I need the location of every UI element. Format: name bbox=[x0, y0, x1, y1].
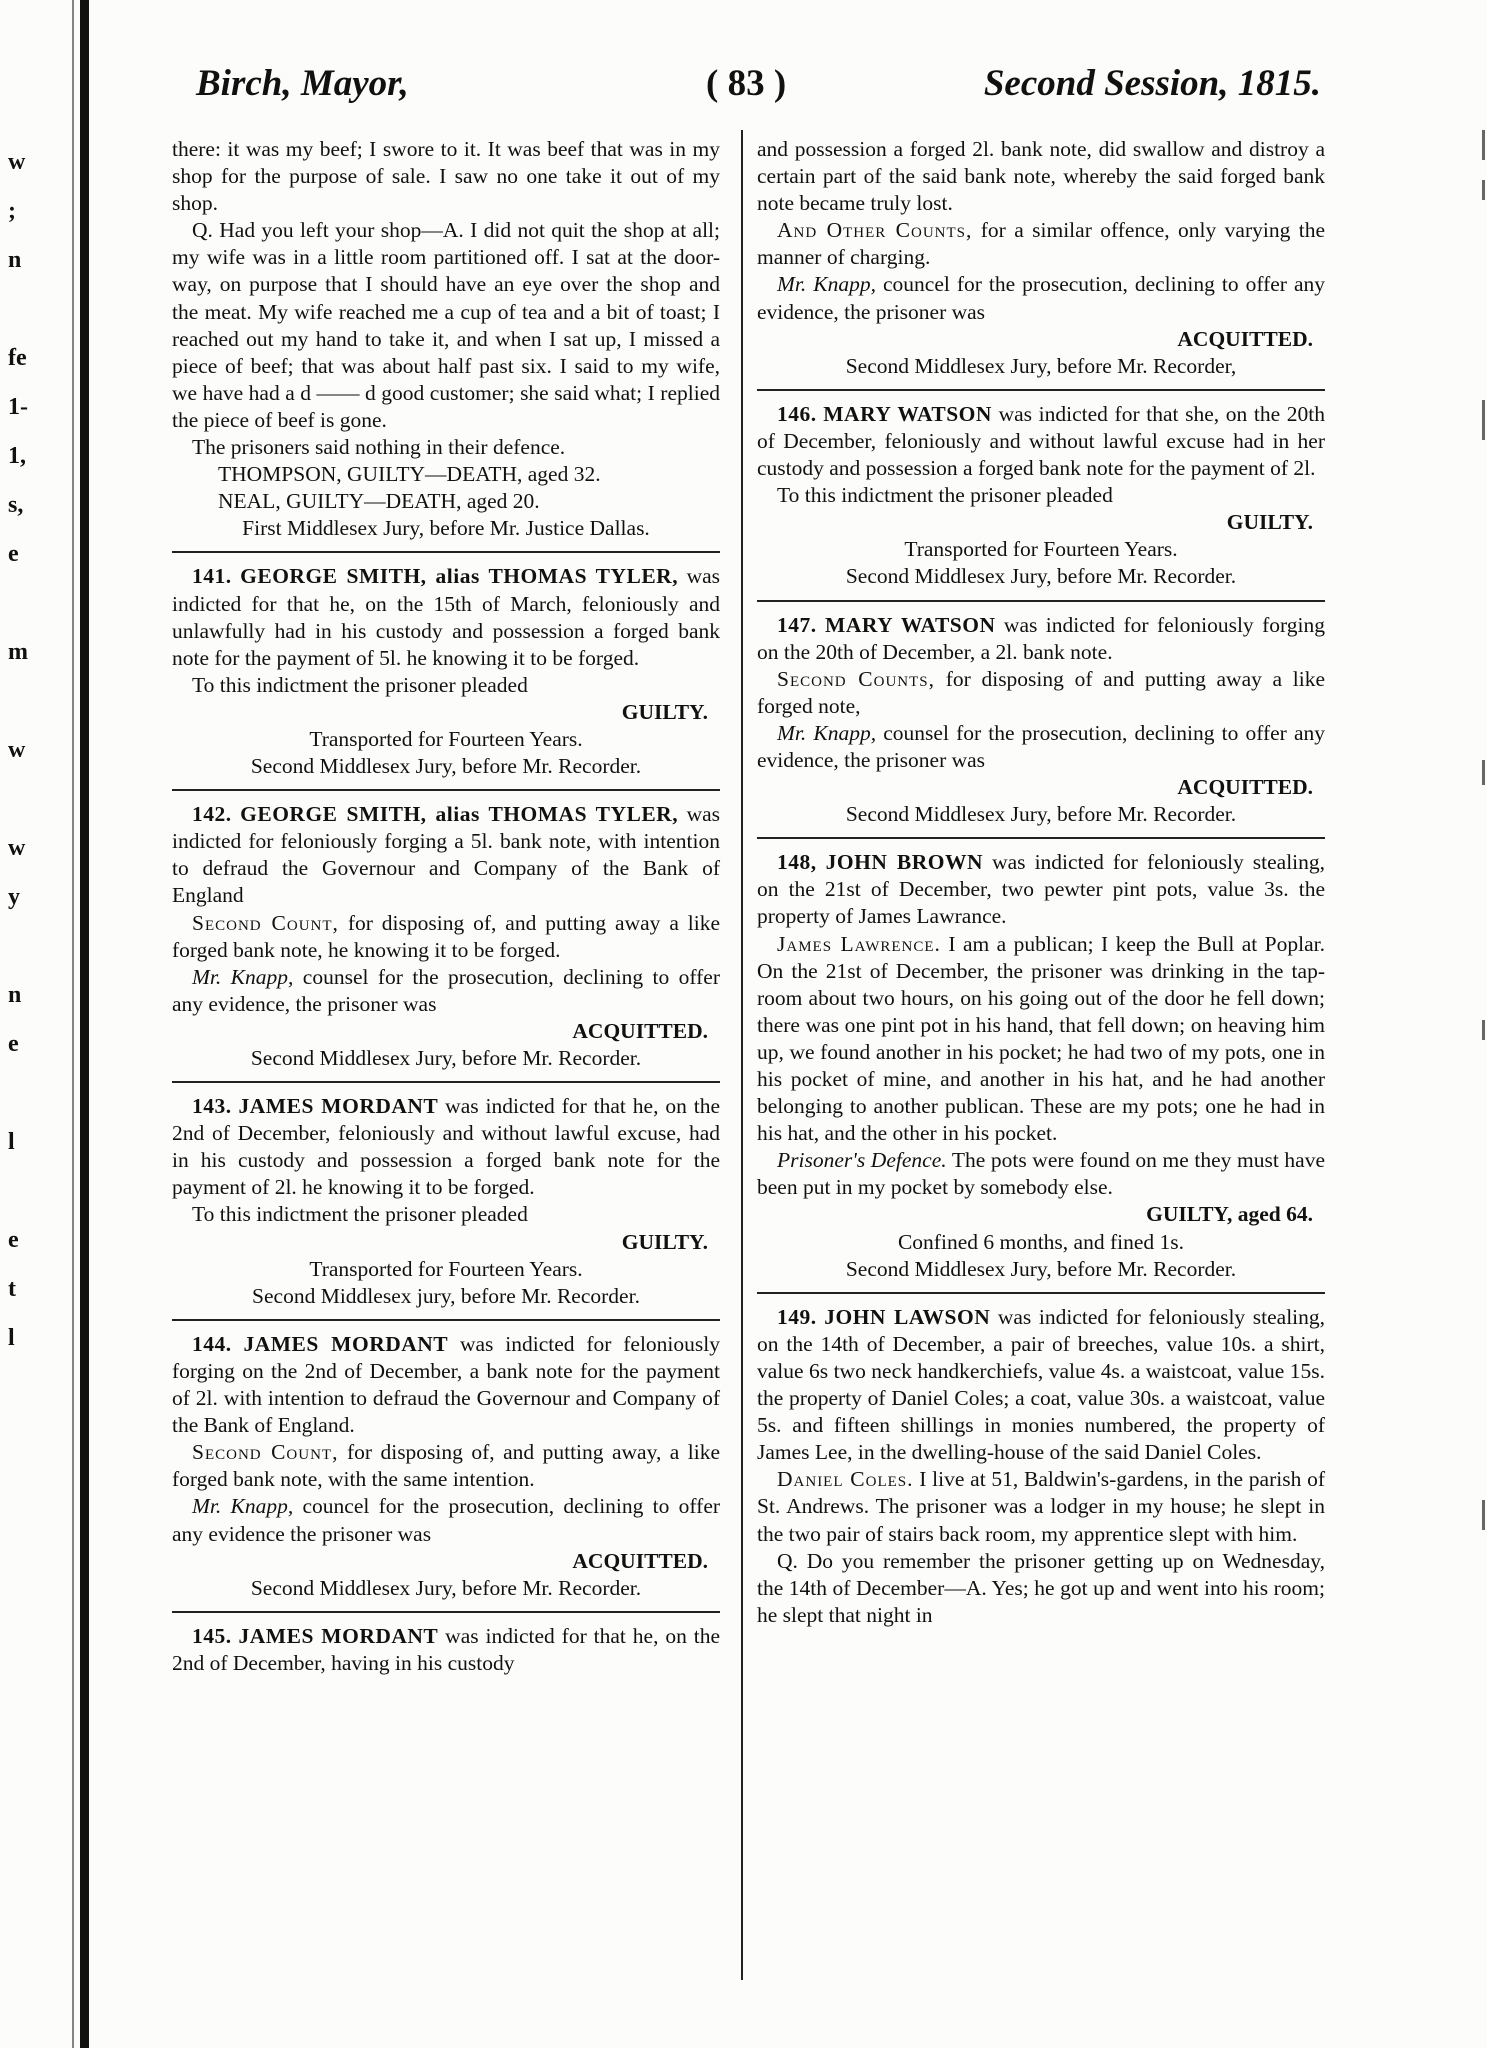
case-number: 148, bbox=[777, 850, 817, 875]
indictment-text: was indicted for feloniously forging a 5l. bank note, with intention to defraud the Governour and Company of the Bank of England bbox=[172, 802, 721, 908]
case-145 bbox=[172, 1623, 720, 1677]
margin-fragment bbox=[8, 777, 48, 826]
prisoner-name: GEORGE SMITH, alias THOMAS TYLER, bbox=[240, 802, 679, 827]
plea-text: To this indictment the prisoner pleaded bbox=[777, 483, 1113, 508]
verdict: GUILTY. bbox=[1226, 510, 1313, 535]
indictment-text: was indicted for feloniously forging on the 20th of December, a 2l. bank note. bbox=[757, 612, 1326, 664]
verdict: GUILTY, aged 64. bbox=[1146, 1202, 1313, 1227]
count-text: for disposing of, and putting away a like forged bank note, he knowing it to be forged. bbox=[172, 910, 720, 962]
margin-fragment: l bbox=[8, 1325, 15, 1351]
section-rule bbox=[757, 389, 1325, 391]
continuation-text: and possession a forged 2l. bank note, did swallow and distroy a certain part of the said bank note, whereby the said forged bank note became truly lost. bbox=[757, 137, 1325, 216]
verdict: ACQUITTED. bbox=[1177, 326, 1313, 351]
counsel-name: Mr. Knapp, bbox=[777, 272, 876, 297]
margin-fragment: w bbox=[8, 835, 26, 861]
witness-testimony: I live at 51, Baldwin's-gardens, in the parish of St. Andrews. The prisoner was a lodger in my house; he slept in the two pair of stairs back room, my apprentice slept with him. bbox=[757, 1467, 1326, 1546]
question-answer: Q. Do you remember the prisoner getting up on Wednesday, the 14th of December—A. Yes; he got up and went into his room; he slept that night in bbox=[757, 1548, 1325, 1627]
page-header bbox=[196, 62, 1321, 112]
verdict: ACQUITTED. bbox=[572, 1018, 708, 1043]
prisoner-name: GEORGE SMITH, alias THOMAS TYLER, bbox=[240, 564, 679, 589]
section-rule bbox=[172, 789, 720, 791]
margin-fragment: e bbox=[8, 1227, 19, 1253]
indictment-text: was indicted for that he, on the 2nd of December, feloniously and without lawful excuse, had in his custody and possession a forged bank note for the payment of 2l. he knowing it to be forged. bbox=[172, 1094, 721, 1200]
right-column bbox=[757, 136, 1325, 1629]
verdict: GUILTY. bbox=[621, 699, 708, 724]
count-text: for a similar offence, only varying the manner of charging. bbox=[757, 218, 1325, 270]
case-146 bbox=[757, 401, 1325, 591]
sentence: Confined 6 months, and fined 1s. bbox=[897, 1229, 1185, 1254]
jury-line: Second Middlesex jury, before Mr. Recorder. bbox=[252, 1283, 640, 1308]
margin-fragment: e bbox=[8, 1031, 19, 1057]
margin-fragment: t bbox=[8, 1276, 16, 1302]
continuation-text: Q. Had you left your shop—A. I did not quit the shop at all; my wife was in a little room partitioned off. I sat at the door-way, on purpose that I should have an eye over the shop and the meat. My wife reached me a cup of tea and a bit of toast; I reached out my hand to take it, and when I sat up, I missed a piece of beef; that was about half past six. I said to my wife, we have had a d —— d good customer; she said what; I replied the piece of beef is gone. bbox=[172, 218, 720, 432]
section-rule bbox=[172, 1081, 720, 1083]
case-number: 141. bbox=[192, 564, 232, 589]
section-rule bbox=[757, 1292, 1325, 1294]
continuation-text: there: it was my beef; I swore to it. It was beef that was in my shop for the purpose of sale. I saw no one take it out of my shop. bbox=[172, 137, 720, 216]
margin-fragment bbox=[8, 679, 48, 728]
count-label: Second Count, bbox=[192, 1440, 339, 1465]
case-144 bbox=[172, 1331, 720, 1602]
jury-line: Second Middlesex Jury, before Mr. Recorder. bbox=[250, 754, 642, 779]
section-rule bbox=[172, 551, 720, 553]
counsel-text: councel for the prosecution, declining to offer any evidence, the prisoner was bbox=[757, 272, 1325, 324]
count-text: for disposing of, and putting away, a like forged bank note, with the same intention. bbox=[172, 1440, 721, 1492]
prisoner-name: JAMES MORDANT bbox=[243, 1331, 449, 1356]
case-143 bbox=[172, 1093, 720, 1310]
verdict: ACQUITTED. bbox=[1177, 775, 1313, 800]
case-number: 144. bbox=[192, 1331, 232, 1356]
margin-fragment: n bbox=[8, 247, 22, 273]
case-141 bbox=[172, 563, 720, 780]
case-148 bbox=[757, 849, 1325, 1283]
prisoner-name: MARY WATSON bbox=[825, 612, 996, 637]
verdict: GUILTY. bbox=[621, 1229, 708, 1254]
defence-label: Prisoner's Defence. bbox=[777, 1148, 947, 1173]
indictment-text: was indicted for that she, on the 20th of December, feloniously and without lawful excuse had in her custody and possession a forged bank note for the payment of 2l. bbox=[757, 401, 1326, 481]
margin-fragment: n bbox=[8, 982, 22, 1008]
prisoner-name: JOHN BROWN bbox=[825, 850, 984, 875]
margin-fragment: e bbox=[8, 541, 19, 567]
count-label: Second Count, bbox=[192, 910, 339, 935]
margin-fragment: 1- bbox=[8, 394, 28, 420]
margin-fragment: w bbox=[8, 149, 26, 175]
indictment-text: was indicted for that he, on the 2nd of December, having in his custody bbox=[172, 1623, 721, 1675]
witness-name: James Lawrence. bbox=[777, 931, 941, 956]
counsel-text: councel for the prosecution, declining to offer any evidence the prisoner was bbox=[172, 1494, 721, 1546]
binding-shadow bbox=[72, 0, 74, 2048]
indictment-text: was indicted for feloniously stealing, on the 21st of December, two pewter pint pots, value 3s. the property of James Lawrance. bbox=[757, 850, 1326, 929]
margin-fragment: s, bbox=[8, 492, 24, 518]
sentence: Transported for Fourteen Years. bbox=[904, 537, 1178, 562]
right-page-edge bbox=[1481, 0, 1487, 2048]
indictment-text: was indicted for feloniously stealing, on the 14th of December, a pair of breeches, value 10s. a shirt, value 6s two neck handkerchiefs, value 4s. a waistcoat, value 15s. the property of Daniel Coles; a coat, value 30s. a waistcoat, value 5s. and fifteen shillings in monies numbered, the property of James Lee, in the dwelling-house of the said Daniel Coles. bbox=[757, 1304, 1326, 1465]
column-divider bbox=[741, 130, 743, 1980]
margin-fragment: 1, bbox=[8, 443, 26, 469]
jury-line: Second Middlesex Jury, before Mr. Recorder. bbox=[845, 564, 1237, 589]
jury-line: Second Middlesex Jury, before Mr. Recorder. bbox=[845, 1256, 1237, 1281]
witness-name: Daniel Coles. bbox=[777, 1467, 914, 1492]
sentence: Transported for Fourteen Years. bbox=[309, 1256, 583, 1281]
plea-text: To this indictment the prisoner pleaded bbox=[192, 672, 528, 697]
plea-text: To this indictment the prisoner pleaded bbox=[192, 1202, 528, 1227]
continuation-text: The prisoners said nothing in their defence. bbox=[192, 435, 566, 460]
case-number: 143. bbox=[192, 1094, 232, 1119]
facing-page-fragments bbox=[8, 140, 48, 1365]
case-number: 147. bbox=[777, 612, 817, 637]
count-label: And Other Counts, bbox=[777, 218, 973, 243]
verdict-neal: NEAL, GUILTY—DEATH, aged 20. bbox=[218, 489, 540, 514]
verdict: ACQUITTED. bbox=[572, 1548, 708, 1573]
case-number: 149. bbox=[777, 1304, 817, 1329]
section-rule bbox=[757, 837, 1325, 839]
jury-line: First Middlesex Jury, before Mr. Justice Dallas. bbox=[242, 516, 650, 541]
prisoner-name: MARY WATSON bbox=[823, 401, 992, 426]
jury-line: Second Middlesex Jury, before Mr. Recorder. bbox=[250, 1046, 642, 1070]
margin-fragment bbox=[8, 1071, 48, 1120]
case-number: 146. bbox=[777, 401, 817, 426]
case-number: 142. bbox=[192, 802, 232, 827]
margin-fragment: fe bbox=[8, 345, 27, 371]
margin-fragment bbox=[8, 287, 48, 336]
margin-fragment bbox=[8, 1169, 48, 1218]
prisoner-name: JAMES MORDANT bbox=[238, 1094, 439, 1119]
case-142 bbox=[172, 801, 720, 1072]
section-rule bbox=[757, 600, 1325, 602]
jury-line: Second Middlesex Jury, before Mr. Recorder. bbox=[845, 802, 1237, 827]
counsel-text: counsel for the prosecution, declining to offer any evidence, the prisoner was bbox=[757, 720, 1326, 772]
witness-testimony: I am a publican; I keep the Bull at Poplar. On the 21st of December, the prisoner was drinking in the tap-room about two hours, on his going out of the door he fell down; there was one pint pot in his hand, that fell down; on heaving him up, we found another in his pocket; he had two of my pots, one in his pocket of mine, and another in his hat, and he had another belonging to another publican. These are my pots; one he had in his hat, and the other in his pocket. bbox=[757, 931, 1325, 1146]
defence-text: The pots were found on me they must have been put in my pocket by somebody else. bbox=[757, 1148, 1325, 1200]
indictment-text: was indicted for that he, on the 15th of March, feloniously and unlawfully had in his custody and possession a forged bank note for the payment of 5l. he knowing it to be forged. bbox=[172, 564, 721, 670]
binding-edge bbox=[80, 0, 89, 2048]
counsel-name: Mr. Knapp, bbox=[192, 1494, 294, 1519]
case-number: 145. bbox=[192, 1623, 232, 1648]
verdict-thompson: THOMPSON, GUILTY—DEATH, aged 32. bbox=[218, 462, 601, 487]
margin-fragment bbox=[8, 924, 48, 973]
margin-fragment: m bbox=[8, 639, 28, 665]
count-text: for disposing of and putting away a like forged note, bbox=[757, 666, 1325, 718]
counsel-name: Mr. Knapp, bbox=[192, 964, 294, 989]
header-left: Birch, Mayor, bbox=[196, 63, 409, 104]
section-rule bbox=[172, 1611, 720, 1613]
margin-fragment: w bbox=[8, 737, 26, 763]
jury-line: Second Middlesex Jury, before Mr. Recorder. bbox=[250, 1575, 642, 1600]
prisoner-name: JOHN LAWSON bbox=[824, 1304, 991, 1329]
left-column bbox=[172, 136, 720, 1677]
section-rule bbox=[172, 1319, 720, 1321]
prisoner-name: JAMES MORDANT bbox=[238, 1623, 439, 1648]
counsel-text: counsel for the prosecution, declining to offer any evidence, the prisoner was bbox=[172, 964, 721, 1016]
jury-line: Second Middlesex Jury, before Mr. Recorder, bbox=[845, 353, 1237, 378]
header-right: Second Session, 1815. bbox=[983, 63, 1321, 104]
case-147 bbox=[757, 612, 1325, 829]
margin-fragment: l bbox=[8, 1129, 15, 1155]
counsel-name: Mr. Knapp, bbox=[777, 720, 877, 745]
indictment-text: was indicted for feloniously forging on the 2nd of December, a bank note for the payment of 2l. with intention to defraud the Governour and Company of the Bank of England. bbox=[172, 1331, 720, 1438]
sentence: Transported for Fourteen Years. bbox=[309, 726, 583, 751]
count-label: Second Counts, bbox=[777, 666, 936, 691]
margin-fragment: y bbox=[8, 884, 20, 910]
page-number: ( 83 ) bbox=[706, 63, 787, 104]
margin-fragment: ; bbox=[8, 198, 16, 224]
margin-fragment bbox=[8, 581, 48, 630]
case-149 bbox=[757, 1304, 1325, 1629]
